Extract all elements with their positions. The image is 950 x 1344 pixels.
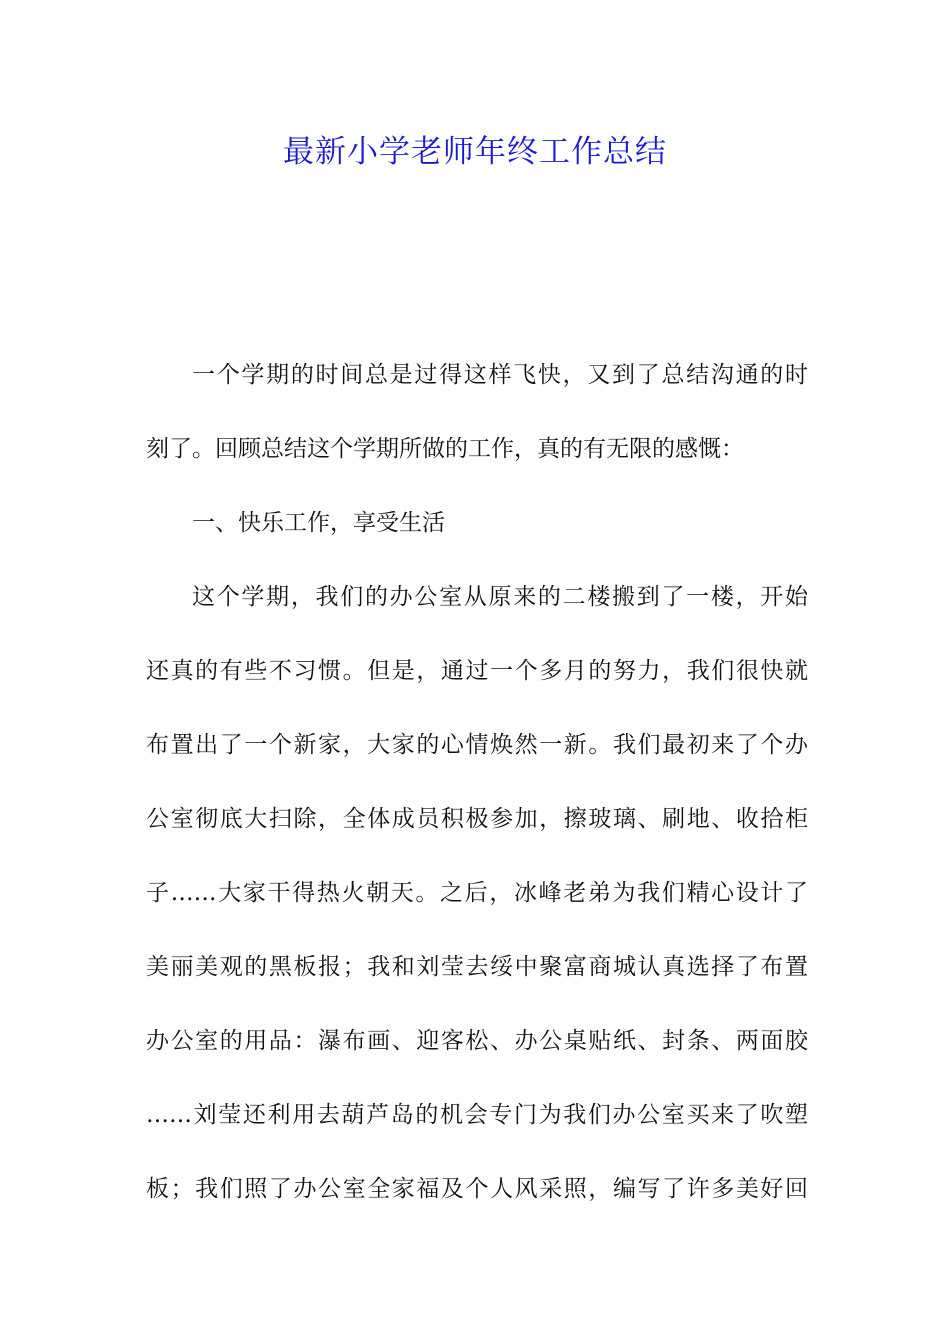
paragraph-line: 这个学期，我们的办公室从原来的二楼搬到了一楼，开始 <box>192 584 808 610</box>
section-heading: 一、快乐工作，享受生活 <box>192 510 445 536</box>
paragraph-line: ……刘莹还利用去葫芦岛的机会专门为我们办公室买来了吹塑 <box>146 1102 808 1128</box>
paragraph-line: 子……大家干得热火朝天。之后，冰峰老弟为我们精心设计了 <box>146 880 808 906</box>
paragraph-line: 公室彻底大扫除，全体成员积极参加，擦玻璃、刷地、收拾柜 <box>146 806 808 832</box>
paragraph-line: 布置出了一个新家，大家的心情焕然一新。我们最初来了个办 <box>146 732 808 758</box>
paragraph-line: 美丽美观的黑板报；我和刘莹去绥中聚富商城认真选择了布置 <box>146 954 808 980</box>
paragraph-line: 板；我们照了办公室全家福及个人风采照，编写了许多美好回 <box>146 1176 808 1202</box>
paragraph-line: 一个学期的时间总是过得这样飞快，又到了总结沟通的时 <box>192 362 808 388</box>
document-body <box>146 338 808 1226</box>
paragraph-line: 刻了。回顾总结这个学期所做的工作，真的有无限的感慨： <box>146 436 744 462</box>
paragraph-line: 办公室的用品：瀑布画、迎客松、办公桌贴纸、封条、两面胶 <box>146 1028 808 1054</box>
document-title: 最新小学老师年终工作总结 <box>283 134 667 170</box>
paragraph-line: 还真的有些不习惯。但是，通过一个多月的努力，我们很快就 <box>146 658 808 684</box>
